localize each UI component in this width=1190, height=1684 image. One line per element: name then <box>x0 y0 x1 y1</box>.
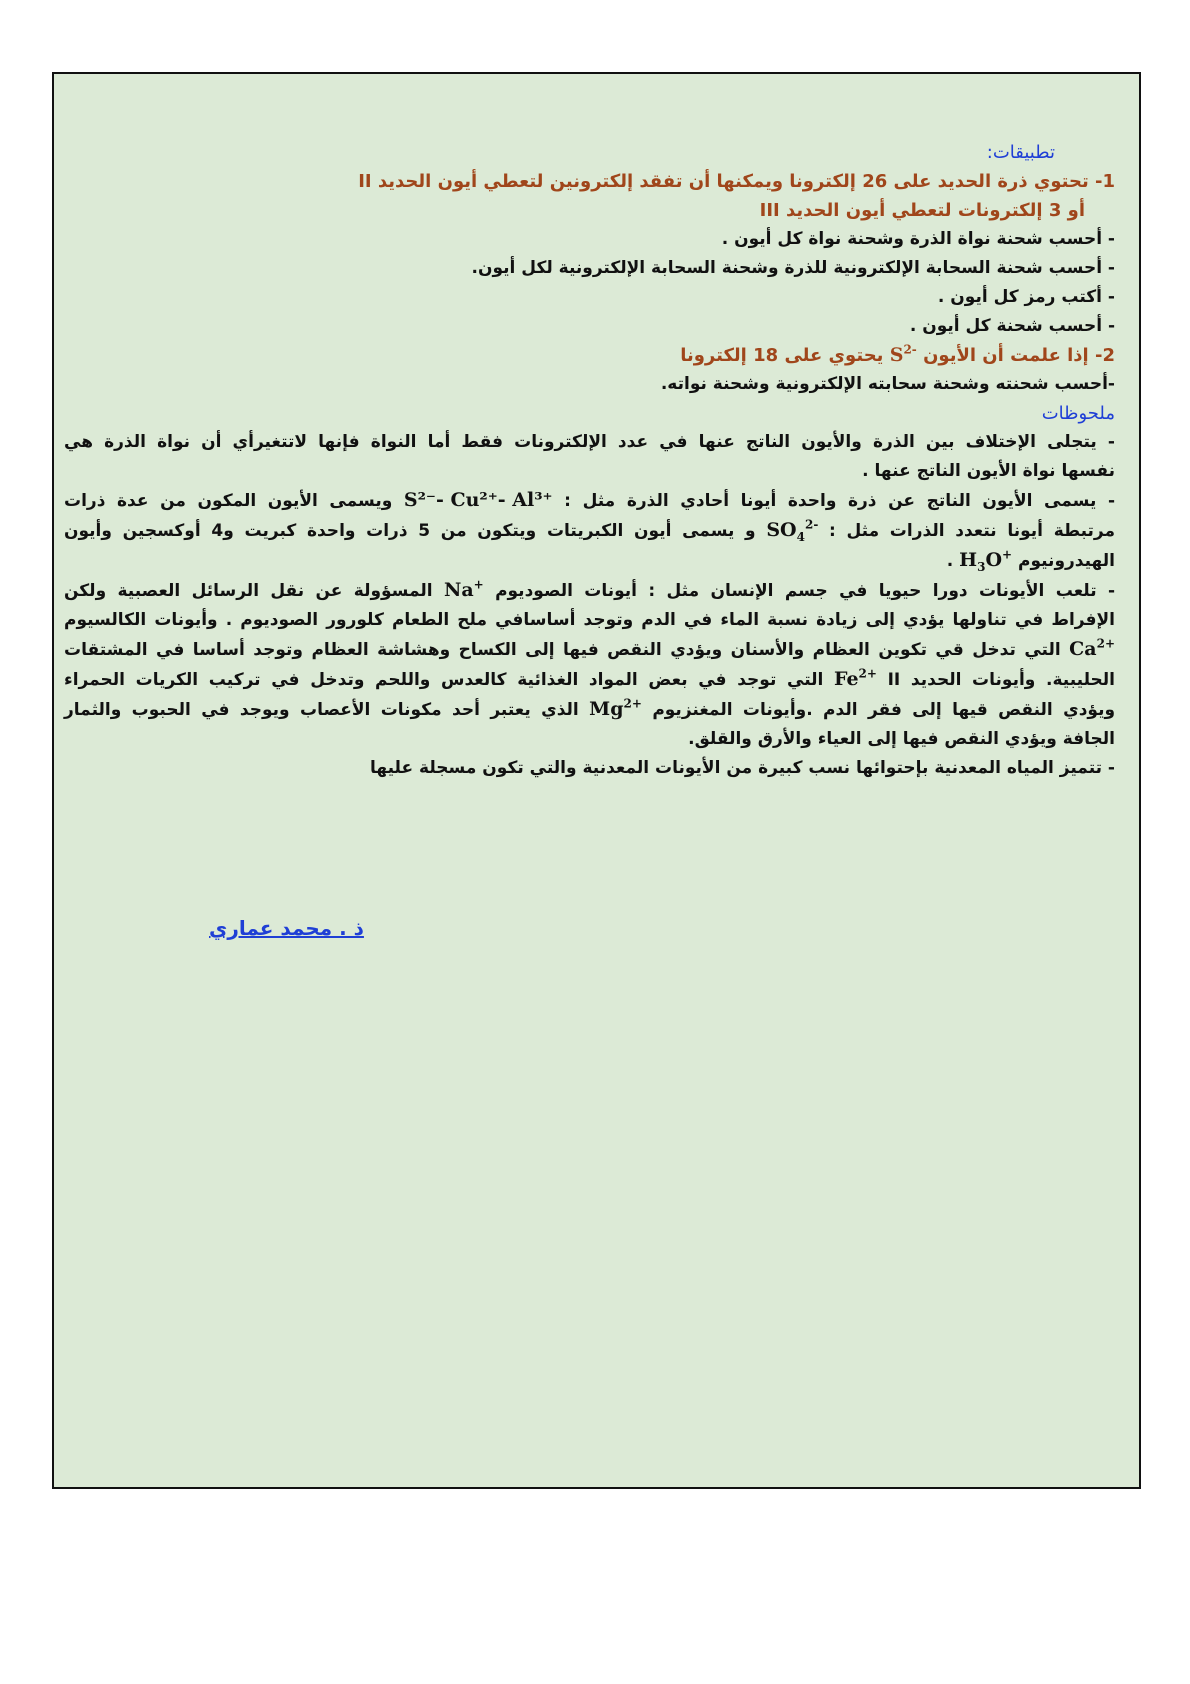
exercise2-task: -أحسب شحنته وشحنة سحابته الإلكترونية وشحنة نواته. <box>660 374 1115 394</box>
note2-line2: مرتبطة أيونا نتعدد الذرات مثل : $SO_4^{2-}$ و يسمى أيون الكبريتات ويتكون من 5 ذرات واحدة كبريت و4 أوكسجين وأيون <box>64 517 1115 544</box>
exercise2-suffix: يحتوي على 18 إلكترونا <box>680 345 884 366</box>
sodium-formula: Na+ <box>443 577 484 601</box>
exercise1-task-1: - أحسب شحنة نواة الذرة وشحنة نواة كل أيون . <box>721 229 1115 249</box>
exercise2-ion: $S^{2-}$ <box>889 342 917 366</box>
hydronium-formula: $H_3O^+$ <box>959 547 1013 574</box>
exercise1-line2: أو 3 إلكترونات لتعطي أيون الحديد III <box>759 200 1085 221</box>
exercise1-line1: 1- تحتوي ذرة الحديد على 26 إلكترونا ويمكنها أن تفقد إلكترونين لتعطي أيون الحديد II <box>358 171 1115 192</box>
calcium-formula: $Ca^{2+}$ <box>1069 636 1115 660</box>
note2-line3: الهيدرونيوم $H_3O^+$ . <box>946 547 1115 574</box>
exercise2-line <box>64 341 1115 370</box>
exercise1-task-2: - أحسب شحنة السحابة الإلكترونية للذرة وشحنة السحابة الإلكترونية لكل أيون. <box>471 258 1115 278</box>
notes-title: ملحوظات <box>1041 403 1115 424</box>
note3-line1: - تلعب الأيونات دورا حيويا في جسم الإنسان مثل : أيونات الصوديوم Na+ المسؤولة عن نقل الرسائل العصبية ولكن <box>64 576 1115 606</box>
note3-line3: $Ca^{2+}$ التي تدخل قي تكوين العظام والأسنان ويؤدي النقص فيها إلى الكساح وهشاشة العظام وتوجد أساسا في المشتقات <box>64 635 1115 665</box>
note3-line4: الحليبية. وأيونات الحديد II $Fe^{2+}$ التي توجد في بعض المواد الغذائية كالعدس واللحم وتدخل في تركيب الكريات الحمراء <box>64 665 1115 695</box>
document-sheet <box>52 72 1141 1489</box>
note4-line: - تتميز المياه المعدنية بإحتوائها نسب كبيرة من الأيونات المعدنية والتي تكون مسجلة عليها <box>370 758 1115 778</box>
author-signature: ذ . محمد عماري <box>209 916 364 940</box>
exercise1-task-4: - أحسب شحنة كل أيون . <box>909 316 1115 336</box>
note3-line2: الإفراط في تناولها يؤدي إلى زيادة نسبة الماء في الدم وتوجد أساسافي ملح الطعام كلورور الصوديوم . وأيونات الكالسيوم <box>64 610 1115 630</box>
iron-formula: $Fe^{2+}$ <box>834 666 877 690</box>
exercise1-task-3: - أكتب رمز كل أيون . <box>937 287 1115 307</box>
section-title: تطبيقات: <box>986 142 1055 163</box>
document-content <box>64 138 1115 783</box>
note3-line6: الجافة ويؤدي النقص فيها إلى العياء والأرق والقلق. <box>688 729 1115 749</box>
note1-line1: - يتجلى الإختلاف بين الذرة والأيون الناتج عنها في عدد الإلكترونات فقط أما النواة فإنها لاتتغيرأي أن نواة الذرة هي <box>64 432 1115 452</box>
magnesium-formula: $Mg^{2+}$ <box>589 696 642 720</box>
note3-line5: ويؤدي النقص قيها إلى فقر الدم .وأيونات المغنزيوم $Mg^{2+}$ الذي يعتبر أحد مكونات الأعصاب ويوجد في الحبوب والثمار <box>64 695 1115 725</box>
note2-ions: S²⁻- Cu²⁺- Al³⁺ <box>403 489 553 511</box>
sulfate-formula: $SO_4^{2-}$ <box>766 517 819 544</box>
note2-line1: - يسمى الأيون الناتج عن ذرة واحدة أيونا أحادي الذرة مثل : S²⁻- Cu²⁺- Al³⁺ ويسمى الأيون المكون من عدة ذرات <box>64 486 1115 516</box>
note1-line2: نفسها نواة الأيون الناتج عنها . <box>862 461 1115 481</box>
exercise2-prefix: 2- إذا علمت أن الأيون <box>923 345 1115 366</box>
